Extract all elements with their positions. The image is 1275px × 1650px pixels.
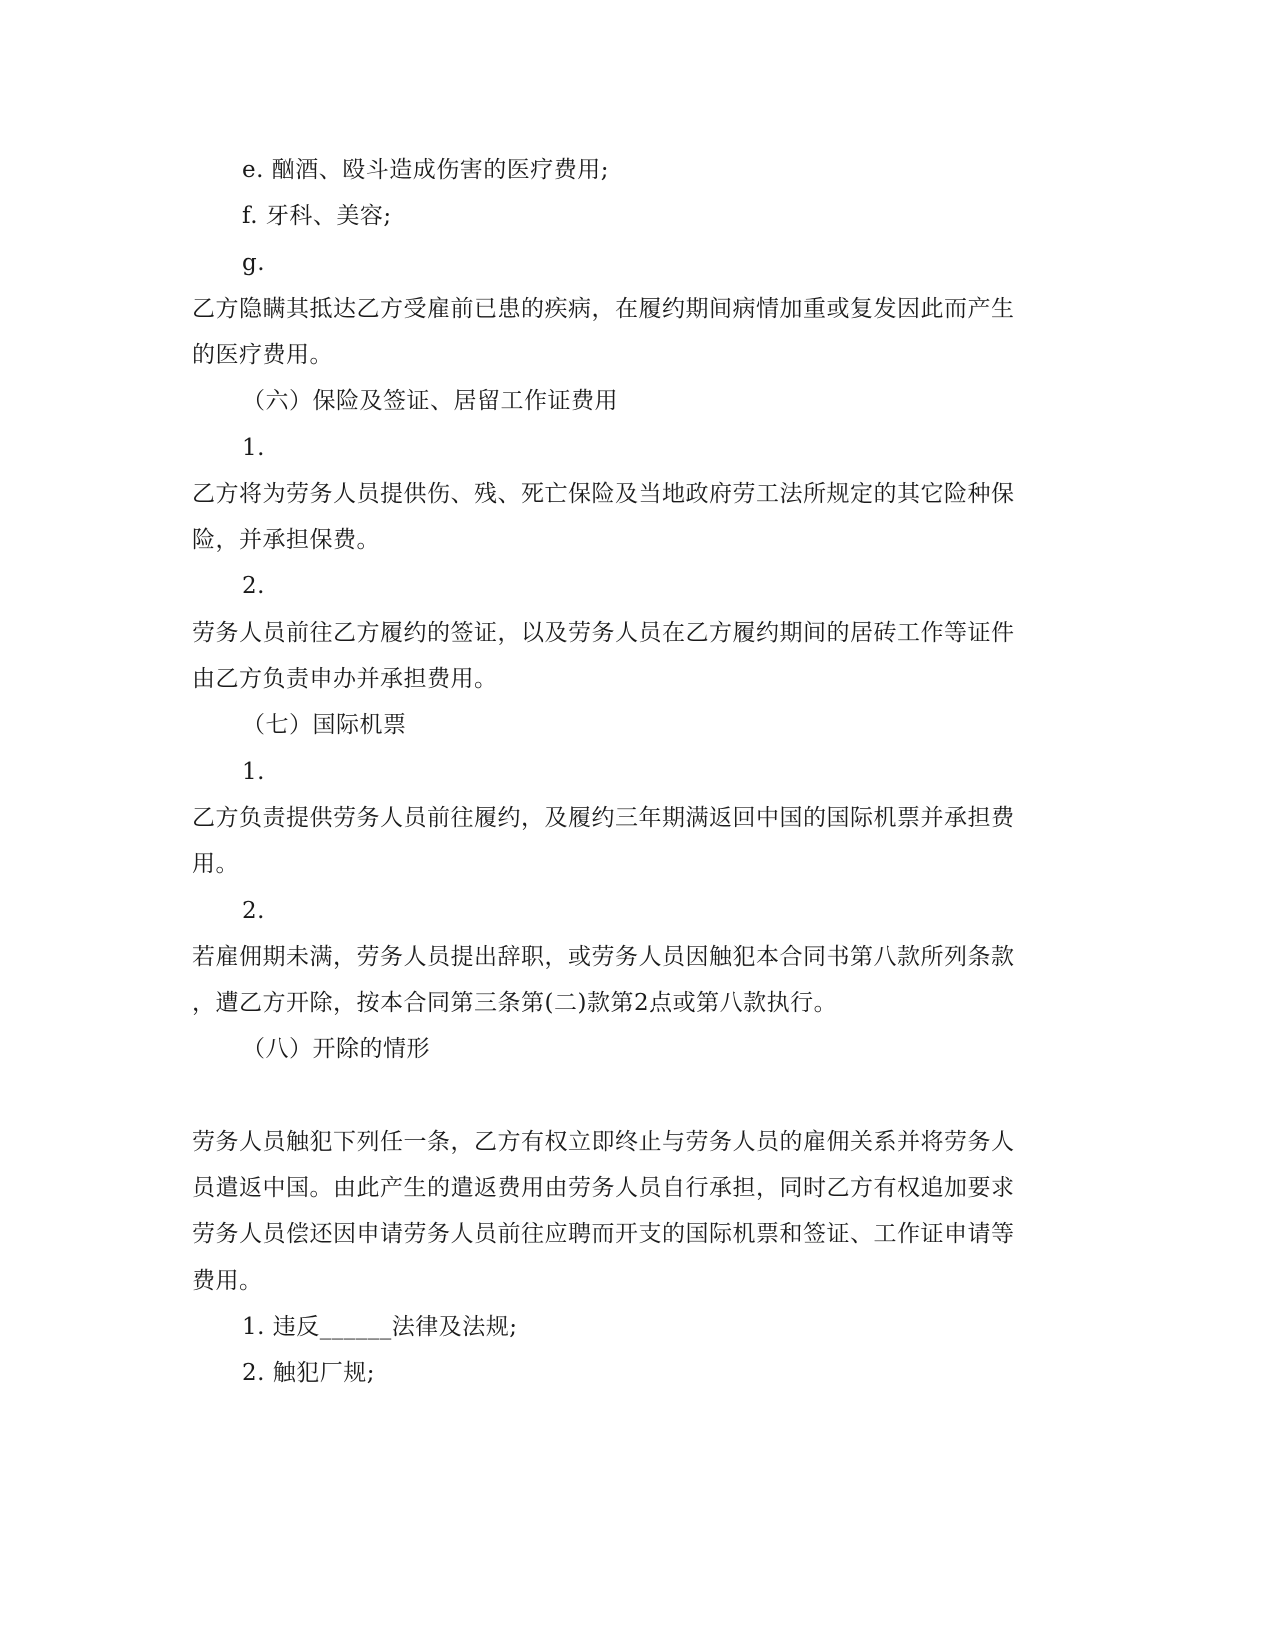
section-heading-6: （六）保险及签证、居留工作证费用 [242, 388, 618, 414]
section-heading-7: （七）国际机票 [242, 712, 407, 738]
list-item-f: f. 牙科、美容; [242, 203, 392, 229]
paragraph-line: 险，并承担保费。 [192, 527, 380, 553]
paragraph-line: 的医疗费用。 [192, 342, 333, 368]
paragraph-line: 劳务人员触犯下列任一条，乙方有权立即终止与劳务人员的雇佣关系并将劳务人 [192, 1129, 1015, 1155]
item-number: 2. [242, 573, 265, 599]
item-number: 1. [242, 435, 265, 461]
list-item-e: e. 酗酒、殴斗造成伤害的医疗费用; [242, 157, 609, 183]
paragraph-line: 员遣返中国。由此产生的遣返费用由劳务人员自行承担，同时乙方有权追加要求 [192, 1175, 1015, 1201]
list-item-g-marker: g. [242, 250, 266, 276]
paragraph-line: 劳务人员前往乙方履约的签证，以及劳务人员在乙方履约期间的居砖工作等证件 [192, 620, 1015, 646]
item-number: 2. [242, 898, 265, 924]
list-item-2: 2. 触犯厂规; [242, 1360, 376, 1386]
paragraph-line: 乙方将为劳务人员提供伤、残、死亡保险及当地政府劳工法所规定的其它险种保 [192, 481, 1015, 507]
paragraph-line: ，遭乙方开除，按本合同第三条第(二)款第2点或第八款执行。 [192, 990, 838, 1016]
paragraph-line: 由乙方负责申办并承担费用。 [192, 666, 498, 692]
paragraph-line: 若雇佣期未满，劳务人员提出辞职，或劳务人员因触犯本合同书第八款所列条款 [192, 944, 1015, 970]
paragraph-line: 劳务人员偿还因申请劳务人员前往应聘而开支的国际机票和签证、工作证申请等 [192, 1221, 1015, 1247]
paragraph-line: 乙方隐瞒其抵达乙方受雇前已患的疾病，在履约期间病情加重或复发因此而产生 [192, 296, 1015, 322]
paragraph-line: 用。 [192, 851, 239, 877]
list-item-1: 1. 违反______法律及法规; [242, 1314, 518, 1340]
paragraph-line: 乙方负责提供劳务人员前往履约，及履约三年期满返回中国的国际机票并承担费 [192, 805, 1015, 831]
item-number: 1. [242, 759, 265, 785]
section-heading-8: （八）开除的情形 [242, 1036, 430, 1062]
paragraph-line: 费用。 [192, 1268, 263, 1294]
